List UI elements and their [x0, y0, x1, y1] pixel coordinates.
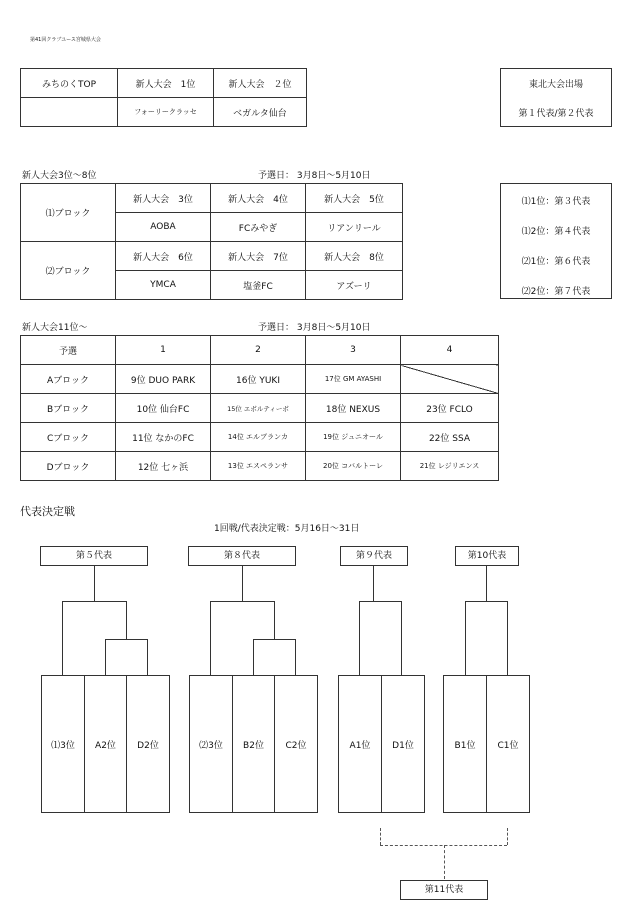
- b3-v-top: [373, 566, 374, 601]
- s3-c2: 14位 エルブランカ: [211, 423, 306, 452]
- b2-v-top: [242, 566, 243, 601]
- s3-c3: 19位 ジュニオール: [306, 423, 401, 452]
- sec2-table: [20, 183, 403, 300]
- s3-d4: 21位 レジリエンス: [401, 452, 499, 481]
- final-box: 第11代表: [400, 880, 488, 900]
- s2-r1c1: 新人大会 3位: [116, 184, 211, 213]
- b1-v2r: [147, 639, 148, 675]
- s2-r3c1: 新人大会 6位: [116, 242, 211, 271]
- s3-h1: 1: [116, 336, 211, 365]
- sec3-title: 新人大会11位～: [22, 323, 88, 333]
- document-title: 第41回クラブユース宮城県大会: [30, 37, 101, 43]
- b1-h2: [105, 639, 147, 640]
- s3-d0: Dブロック: [21, 452, 116, 481]
- sec3-table: [20, 335, 499, 481]
- b1-h: [62, 601, 126, 602]
- b3-c1: A1位: [339, 676, 382, 812]
- bracket2-cells: [189, 675, 318, 813]
- s3-h2: 2: [211, 336, 306, 365]
- s3-c0: Cブロック: [21, 423, 116, 452]
- block2-label: ⑵ブロック: [21, 242, 116, 300]
- s2-r2c2: FCみやぎ: [211, 213, 306, 242]
- block1-label: ⑴ブロック: [21, 184, 116, 242]
- s2-r4c2: 塩釜FC: [211, 271, 306, 300]
- b1-v-right: [126, 601, 127, 639]
- s3-h4: 4: [401, 336, 499, 365]
- b2-h2: [253, 639, 295, 640]
- s3-a4-empty: [401, 365, 499, 394]
- s3-b1: 10位 仙台FC: [116, 394, 211, 423]
- s3-b3: 18位 NEXUS: [306, 394, 401, 423]
- b2-c2: B2位: [233, 676, 275, 812]
- b4-c1: B1位: [444, 676, 487, 812]
- b2-v-left: [210, 601, 211, 675]
- b2-h: [210, 601, 274, 602]
- s2-r4c3: アズーリ: [306, 271, 403, 300]
- tohoku-sub: 第１代表/第２代表: [518, 109, 594, 119]
- b4-v-left: [465, 601, 466, 675]
- s3-c1: 11位 なかのFC: [116, 423, 211, 452]
- s2-r2c3: リアンリール: [306, 213, 403, 242]
- s2-r4c1: YMCA: [116, 271, 211, 300]
- s2-r2c1: AOBA: [116, 213, 211, 242]
- b2-c1: ⑵3位: [190, 676, 233, 812]
- final-dash-r: [507, 828, 508, 845]
- sec3-date: 予選日： 3月8日～5月10日: [258, 323, 371, 333]
- s2-r3c3: 新人大会 8位: [306, 242, 403, 271]
- s3-d1: 12位 七ヶ浜: [116, 452, 211, 481]
- top-label: みちのくTOP: [21, 69, 118, 98]
- b1-c2: A2位: [85, 676, 127, 812]
- top-h1: 新人大会 1位: [118, 69, 214, 98]
- sec4-date: 1回戦/代表決定戦：5月16日～31日: [214, 524, 360, 534]
- rep-box: [500, 183, 612, 299]
- tohoku-title: 東北大会出場: [528, 80, 583, 90]
- s3-a3: 17位 GM AYASHI: [306, 365, 401, 394]
- top-h2: 新人大会 ２位: [214, 69, 307, 98]
- final-dash-v: [444, 845, 445, 879]
- s3-c4: 22位 SSA: [401, 423, 499, 452]
- head-9: 第９代表: [340, 546, 408, 566]
- s2-r1c3: 新人大会 5位: [306, 184, 403, 213]
- head-8: 第８代表: [188, 546, 296, 566]
- tohoku-box: [500, 68, 612, 127]
- s2-r3c2: 新人大会 7位: [211, 242, 306, 271]
- b4-h: [465, 601, 507, 602]
- s3-h3: 3: [306, 336, 401, 365]
- s3-a0: Aブロック: [21, 365, 116, 394]
- sec2-date: 予選日： 3月8日～5月10日: [258, 171, 371, 181]
- b4-c2: C1位: [497, 740, 519, 751]
- rep-2: ⑴2位：第４代表: [521, 227, 591, 237]
- top-table: [20, 68, 307, 127]
- s3-b4: 23位 FCLO: [401, 394, 499, 423]
- s3-h0: 予選: [21, 336, 116, 365]
- b1-c1: ⑴3位: [42, 676, 85, 812]
- b1-v-left: [62, 601, 63, 675]
- s3-a1: 9位 DUO PARK: [116, 365, 211, 394]
- b4-v-top: [486, 566, 487, 601]
- s3-b0: Bブロック: [21, 394, 116, 423]
- s3-a2: 16位 YUKI: [211, 365, 306, 394]
- top-t1: フォーリークラッセ: [118, 98, 214, 127]
- top-t2: ベガルタ仙台: [214, 98, 307, 127]
- b2-v2r: [295, 639, 296, 675]
- sec4-title: 代表決定戦: [20, 505, 75, 518]
- b1-v-top: [94, 566, 95, 601]
- b2-c3: C2位: [285, 740, 307, 751]
- s3-d3: 20位 コバルトーレ: [306, 452, 401, 481]
- rep-1: ⑴1位：第３代表: [521, 197, 591, 207]
- b2-v2l: [253, 639, 254, 675]
- final-dash-l: [380, 828, 381, 845]
- b3-c2: D1位: [392, 740, 414, 751]
- b1-c3: D2位: [137, 740, 159, 751]
- rep-3: ⑵1位：第６代表: [521, 257, 591, 267]
- bracket1-cells: [41, 675, 170, 813]
- rep-4: ⑵2位：第７代表: [521, 287, 591, 297]
- b2-v-right: [274, 601, 275, 639]
- bracket4-cells: [443, 675, 530, 813]
- head-10: 第10代表: [455, 546, 519, 566]
- b4-v-right: [507, 601, 508, 675]
- b3-h: [359, 601, 401, 602]
- s3-b2: 15位 エボルティーボ: [211, 394, 306, 423]
- top-empty: [21, 98, 118, 127]
- b1-v2l: [105, 639, 106, 675]
- s2-r1c2: 新人大会 4位: [211, 184, 306, 213]
- b3-v-right: [401, 601, 402, 675]
- head-5: 第５代表: [40, 546, 148, 566]
- s3-d2: 13位 エスペランサ: [211, 452, 306, 481]
- b3-v-left: [359, 601, 360, 675]
- bracket3-cells: [338, 675, 425, 813]
- sec2-title: 新人大会3位～8位: [22, 171, 97, 181]
